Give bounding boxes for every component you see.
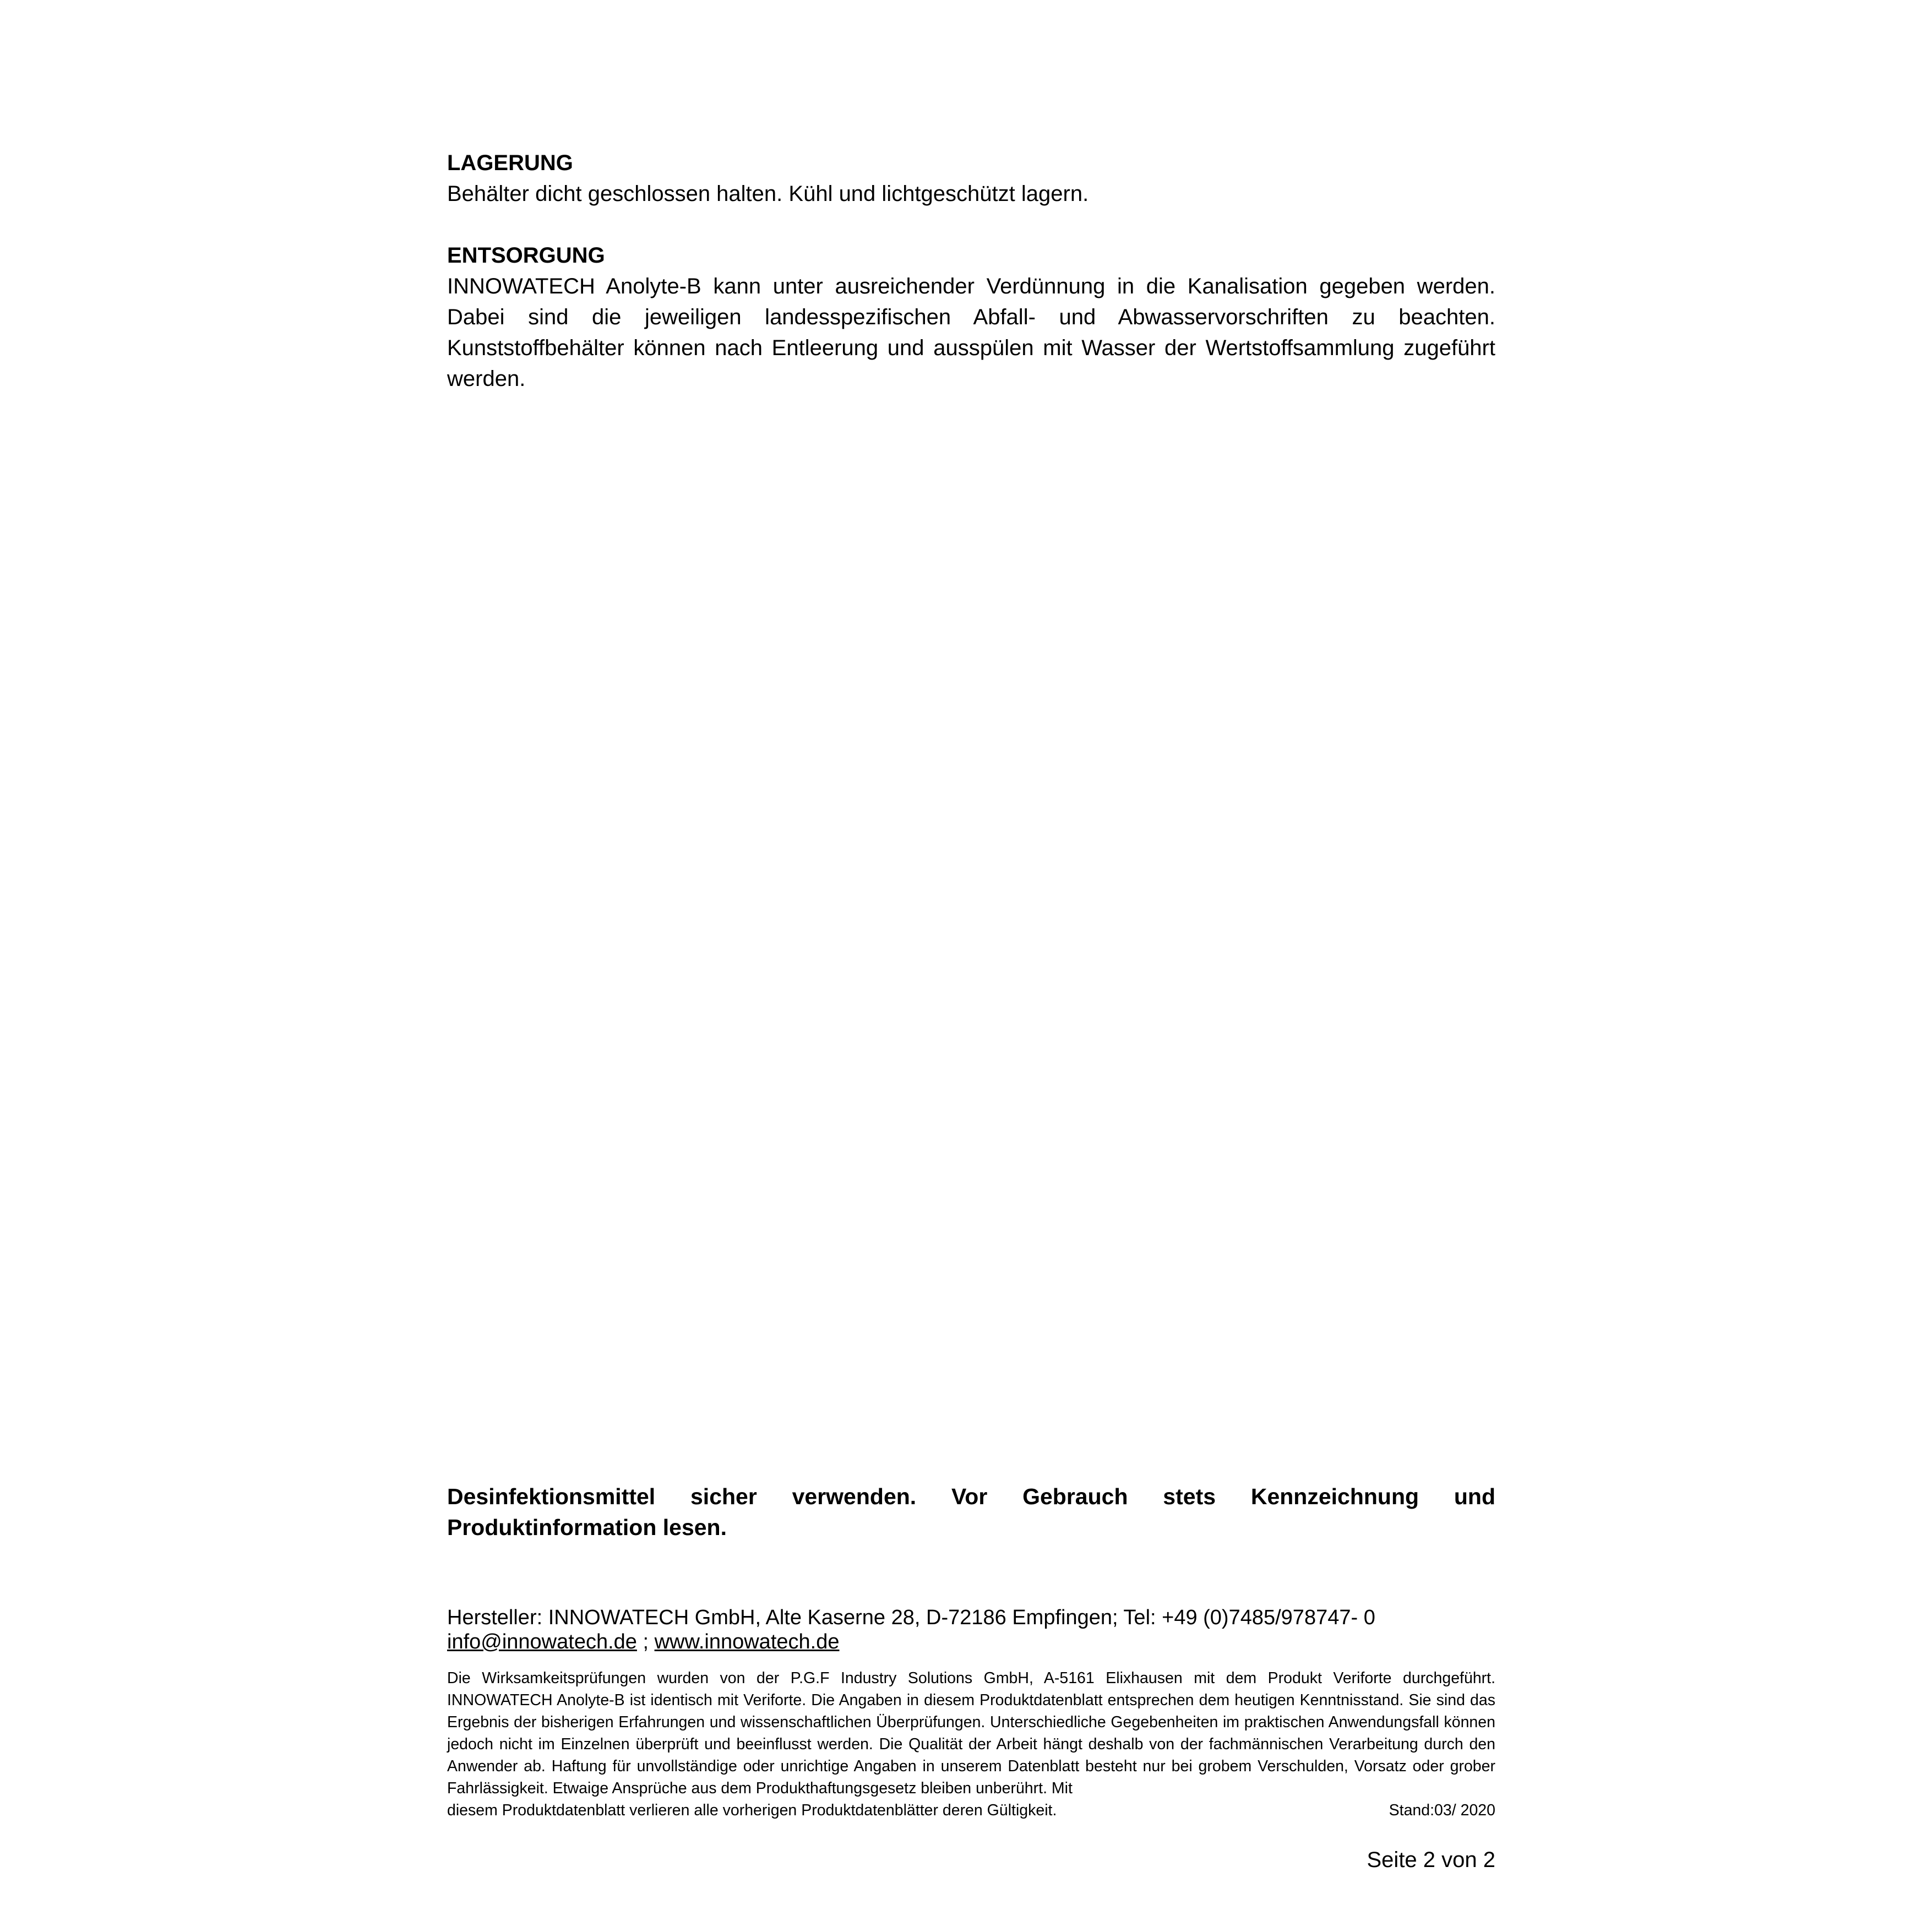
contact-line (447, 1630, 1495, 1654)
disclaimer-last-line (447, 1799, 1495, 1821)
page-number: Seite 2 von 2 (1367, 1848, 1495, 1872)
disposal-section (447, 240, 1495, 394)
manufacturer-block (447, 1606, 1495, 1654)
contact-separator: ; (636, 1630, 655, 1653)
safety-warning-text: Desinfektionsmittel sicher verwenden. Vor Gebrauch stets Kennzeichnung und Produktinformation lesen. (447, 1484, 1495, 1540)
email-link[interactable]: info@innowatech.de (447, 1630, 637, 1653)
disposal-text: INNOWATECH Anolyte-B kann unter ausreichender Verdünnung in die Kanalisation gegeben werden. Dabei sind die jeweiligen landesspezifischen Abfall- und Abwasservorschriften zu beachten. Kunststoffbehälter können nach Entleerung und ausspülen mit Wasser der Wertstoffsammlung zugeführt werden. (447, 274, 1495, 391)
status-date: Stand:03/ 2020 (1389, 1802, 1495, 1819)
website-link[interactable]: www.innowatech.de (654, 1630, 840, 1653)
disposal-heading: ENTSORGUNG (447, 243, 605, 268)
disclaimer-final-sentence: diesem Produktdatenblatt verlieren alle vorherigen Produktdatenblätter deren Gültigkeit. (447, 1802, 1057, 1819)
manufacturer-line: Hersteller: INNOWATECH GmbH, Alte Kaserne 28, D-72186 Empfingen; Tel: +49 (0)7485/978747- 0 (447, 1606, 1375, 1629)
storage-section (447, 148, 1495, 209)
disclaimer-block (447, 1667, 1495, 1821)
safety-warning (447, 1481, 1495, 1543)
storage-text: Behälter dicht geschlossen halten. Kühl und lichtgeschützt lagern. (447, 182, 1089, 206)
disclaimer-text: Die Wirksamkeitsprüfungen wurden von der P.G.F Industry Solutions GmbH, A-5161 Elixhausen mit dem Produkt Veriforte durchgeführt. INNOWATECH Anolyte-B ist identisch mit Veriforte. Die Angaben in diesem Produktdatenblatt entsprechen dem heutigen Kenntnisstand. Sie sind das Ergebnis der bisherigen Erfahrungen und wissenschaftlichen Überprüfungen. Unterschiedliche Gegebenheiten im praktischen Anwendungsfall können jedoch nicht im Einzelnen überprüft und beeinflusst werden. Die Qualität der Arbeit hängt deshalb von der fachmännischen Verarbeitung durch den Anwender ab. Haftung für unvollständige oder unrichtige Angaben in unserem Datenblatt besteht nur bei grobem Verschulden, Vorsatz oder grober Fahrlässigkeit. Etwaige Ansprüche aus dem Produkthaftungsgesetz bleiben unberührt. Mit (447, 1669, 1495, 1797)
storage-heading: LAGERUNG (447, 151, 573, 175)
